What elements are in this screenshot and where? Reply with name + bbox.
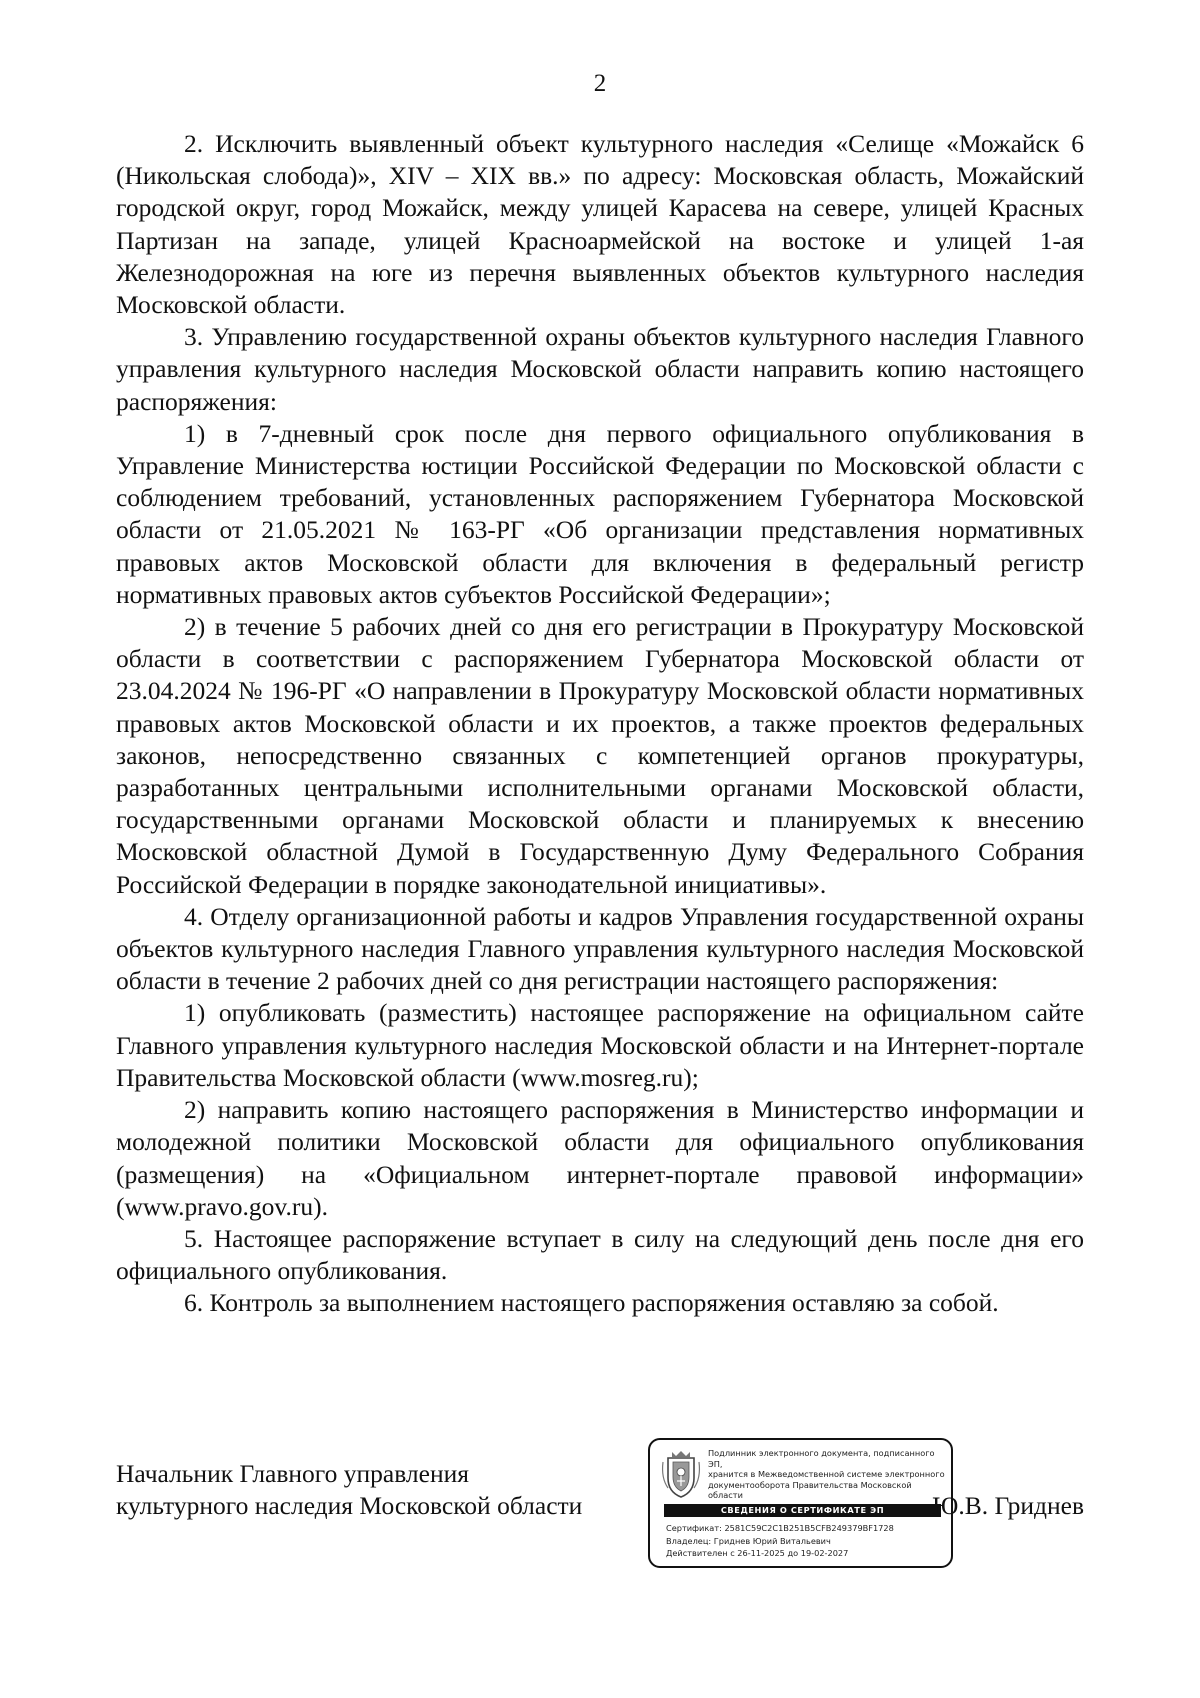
ep-certificate-validity: Действителен с 26-11-2025 до 19-02-2027	[666, 1548, 849, 1558]
paragraph-item-6: 6. Контроль за выполнением настоящего распоряжения оставляю за собой.	[184, 1288, 999, 1318]
signer-position-line-2: культурного наследия Московской области	[116, 1491, 583, 1520]
ep-certificate-owner: Владелец: Гриднев Юрий Витальевич	[666, 1535, 831, 1546]
paragraph-item-5: 5. Настоящее распоряжение вступает в силу на следующий день после дня его официального опубликования.	[116, 1223, 1084, 1286]
paragraph-item-3: 3. Управлению государственной охраны объектов культурного наследия Главного управления культурного наследия Московской области направить копию настоящего распоряжения:	[116, 322, 1084, 416]
page-number: 2	[593, 70, 607, 97]
signer-name: Ю.В. Гриднев	[932, 1491, 1084, 1520]
ep-notice-text	[708, 1448, 948, 1501]
paragraph-item-2: 2. Исключить выявленный объект культурного наследия «Селище «Можайск 6 (Никольская слобода)», XIV – XIX вв.» по адресу: Московская область, Можайский городской округ, город Можайск, между улицей Карасева на севере, улицей Красных Партизан на западе, улицей Красноармейской на востоке и улицей 1-ая Железнодорожная на юге из перечня выявленных объектов культурного наследия Московской области.	[116, 129, 1084, 320]
paragraph-item-4: 4. Отделу организационной работы и кадров Управления государственной охраны объектов культурного наследия Главного управления культурного наследия Московской области в течение 2 рабочих дней со дня регистрации настоящего распоряжения:	[116, 901, 1084, 996]
paragraph-item-4-subitem-1: 1) опубликовать (разместить) настоящее распоряжение на официальном сайте Главного управления культурного наследия Московской области и на Интернет-портале Правительства Московской области (www.mosreg.ru);	[116, 998, 1084, 1092]
signature-block	[116, 1448, 1084, 1568]
electronic-signature-stamp	[648, 1438, 953, 1568]
ep-notice-line-3: документооборота Правительства Московской области	[708, 1479, 912, 1500]
paragraph-item-3-subitem-2: 2) в течение 5 рабочих дней со дня его регистрации в Прокуратуру Московской области в соответствии с распоряжением Губернатора Московской области от 23.04.2024 № 196-РГ «О направлении в Прокуратуру Московской области нормативных правовых актов Московской области и их проектов, а также проектов федеральных законов, непосредственно связанных с компетенцией органов прокуратуры, разработанных центральными исполнительными органами Московской области, государственными органами Московской области и планируемых к внесению Московской областной Думой в Государственную Думу Федерального Собрания Российской Федерации в порядке законодательной инициативы».	[116, 612, 1084, 899]
signer-position	[116, 1458, 582, 1522]
paragraph-item-4-subitem-2: 2) направить копию настоящего распоряжения в Министерство информации и молодежной политики Московской области для официального опубликования (размещения) на «Официальном интернет-портале правовой информации» (www.pravo.gov.ru).	[116, 1095, 1084, 1221]
ep-certificate-details	[666, 1522, 946, 1560]
ep-certificate-header: СВЕДЕНИЯ О СЕРТИФИКАТЕ ЭП	[664, 1504, 941, 1517]
ep-certificate-number: Сертификат: 2581C59C2C1B251B5CFB249379BF1728	[666, 1523, 894, 1533]
ep-notice-line-2: хранится в Межведомственной системе электронного	[708, 1469, 945, 1479]
paragraph-item-3-subitem-1: 1) в 7-дневный срок после дня первого официального опубликования в Управление Министерства юстиции Российской Федерации по Московской области с соблюдением требований, установленных распоряжением Губернатора Московской области от 21.05.2021 № 163-РГ «Об организации представления нормативных правовых актов Московской области для включения в федеральный регистр нормативных правовых актов субъектов Российской Федерации»;	[116, 418, 1084, 609]
ep-notice-line-1: Подлинник электронного документа, подписанного ЭП,	[708, 1448, 935, 1469]
document-body	[116, 128, 1084, 1320]
signer-position-line-1: Начальник Главного управления	[116, 1459, 469, 1488]
coat-of-arms-icon	[660, 1448, 702, 1500]
